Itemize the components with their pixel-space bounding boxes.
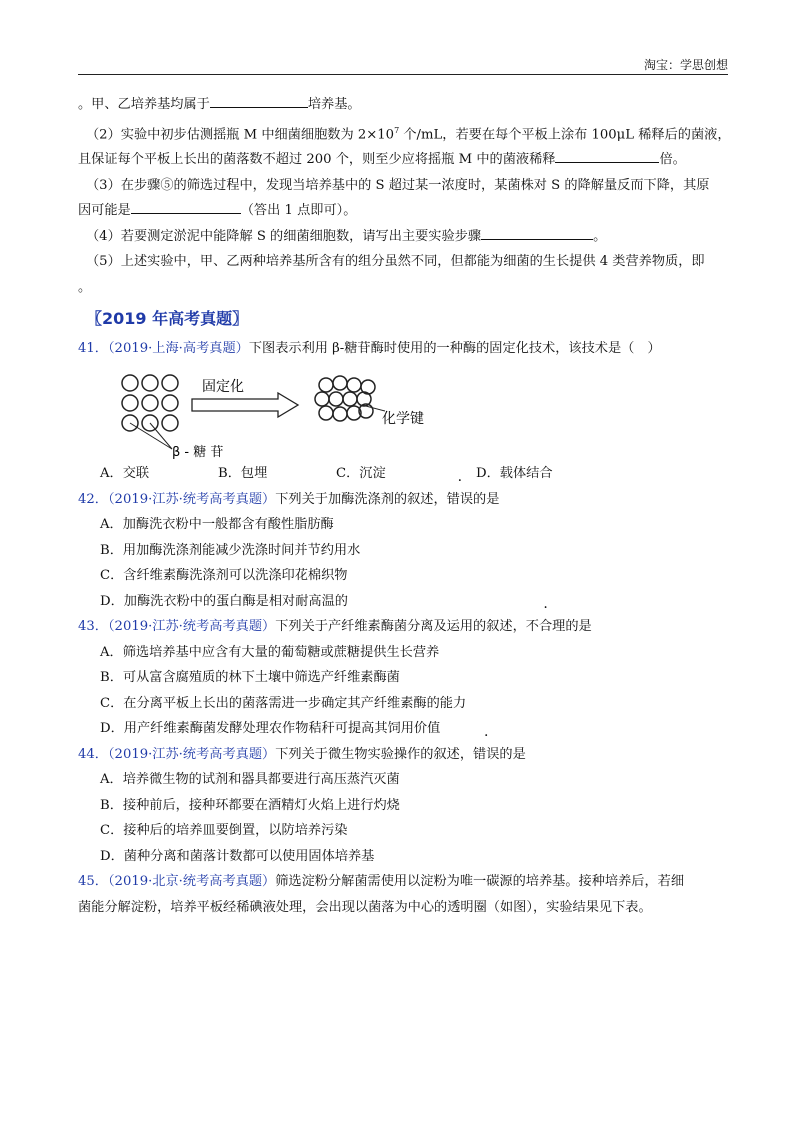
option-c[interactable]: C．接种后的培养皿要倒置，以防培养污染 — [100, 823, 348, 839]
header-text: 淘宝：学思创想 — [643, 58, 728, 72]
emphasis-text: 错误 — [473, 746, 500, 762]
question-number: 44． — [78, 746, 108, 762]
text-line: 因可能是 （答出 1 点即可）。 — [78, 198, 728, 224]
option-d[interactable]: D．载体结合 — [476, 466, 553, 482]
question-source: （2019·江苏·统考高考真题） — [107, 619, 276, 635]
immobilization-diagram — [100, 361, 430, 461]
option-b[interactable]: B．接种前后，接种环都要在酒精灯火焰上进行灼烧 — [100, 797, 400, 813]
question-number: 41． — [78, 340, 108, 356]
text-line: 。 — [78, 279, 92, 295]
text-line: （5）上述实验中，甲、乙两种培养基所含有的组分虽然不同，但都能为细菌的生长提供 4 类营养物质，即 — [86, 254, 705, 270]
option-d[interactable]: D．用产纤维素酶菌发酵处理农作物秸秆可提高其饲用价值 — [100, 721, 441, 737]
immobilized-enzyme-cluster — [315, 376, 375, 421]
answer-blank[interactable] — [555, 148, 659, 163]
text-line: 。甲、乙培养基均属于 培养基。 — [78, 92, 728, 118]
text-line: （4）若要测定淤泥中能降解 S 的细菌细胞数，请写出主要实验步骤 。 — [78, 224, 728, 250]
question-41-stem: 41．（2019·上海·高考真题）下图表示利用 β-糖苷酶时使用的一种酶的固定化技术，该技术是（ ） — [78, 340, 661, 356]
option-a[interactable]: A．筛选培养基中应含有大量的葡萄糖或蔗糖提供生长营养 — [100, 644, 440, 660]
page-header — [78, 56, 728, 75]
question-45-stem: 45．（2019·北京·统考高考真题）筛选淀粉分解菌需使用以淀粉为唯一碳源的培养基。接种培养后，若细 — [78, 874, 685, 890]
text-line: （3）在步骤⑤的筛选过程中，发现当培养基中的 S 超过某一浓度时，某菌株对 S 的降解量反而下降，其原 — [86, 177, 710, 193]
chemical-bond-label: 化学键 — [382, 411, 424, 428]
section-heading: 〖2019 年高考真题〗 — [86, 309, 249, 329]
question-source: （2019·江苏·统考高考真题） — [107, 491, 276, 507]
question-number: 45． — [78, 874, 108, 890]
question-44-stem: 44．（2019·江苏·统考高考真题）下列关于微生物实验操作的叙述，错误的是 — [78, 742, 728, 768]
question-41-options — [78, 461, 728, 487]
free-enzyme-circles — [122, 375, 178, 431]
answer-blank[interactable] — [131, 199, 241, 214]
text-line: （2）实验中初步估测摇瓶 M 中细菌细胞数为 $2\times 10^7$ 个/mL，若要在每个平板上涂布 100μL 稀释后的菌液， — [86, 125, 731, 142]
beta-glucosidase-label: β - 糖 苷 — [172, 445, 224, 461]
option-c[interactable]: C．在分离平板上长出的菌落需进一步确定其产纤维素酶的能力 — [100, 695, 467, 711]
question-source: （2019·北京·统考高考真题） — [107, 874, 276, 890]
text-line: 且保证每个平板上长出的菌落数不超过 200 个，则至少应将摇瓶 M 中的菌液稀释 倍。 — [78, 147, 728, 173]
answer-blank[interactable] — [210, 93, 308, 108]
question-number: 43． — [78, 619, 108, 635]
question-source: （2019·上海·高考真题） — [107, 340, 249, 356]
document-body — [78, 92, 731, 920]
question-number: 42． — [78, 491, 108, 507]
option-c[interactable]: C．含纤维素酶洗涤剂可以洗涤印花棉织物 — [100, 568, 348, 584]
option-c[interactable]: C．沉淀 — [336, 466, 386, 482]
option-a[interactable]: A．交联 — [100, 466, 150, 482]
answer-blank[interactable] — [481, 225, 593, 240]
question-43-stem: 43．（2019·江苏·统考高考真题）下列关于产纤维素酶菌分离及运用的叙述，不合理的是 — [78, 614, 728, 640]
arrow-icon — [192, 393, 298, 417]
option-b[interactable]: B．用加酶洗涤剂能减少洗涤时间并节约用水 — [100, 542, 361, 558]
option-d[interactable]: D．加酶洗衣粉中的蛋白酶是相对耐高温的 — [100, 593, 348, 609]
question-42-stem: 42．（2019·江苏·统考高考真题）下列关于加酶洗涤剂的叙述，错误的是 — [78, 487, 728, 513]
option-b[interactable]: B．可从富含腐殖质的林下土壤中筛选产纤维素酶菌 — [100, 670, 400, 686]
option-a[interactable]: A．加酶洗衣粉中一般都含有酸性脂肪酶 — [100, 517, 334, 533]
question-45-stem-continued: 菌能分解淀粉，培养平板经稀碘液处理，会出现以菌落为中心的透明圈（如图），实验结果见下表。 — [78, 899, 652, 915]
option-a[interactable]: A．培养微生物的试剂和器具都要进行高压蒸汽灭菌 — [100, 772, 400, 788]
option-b[interactable]: B．包埋 — [218, 466, 268, 482]
option-d[interactable]: D．菌种分离和菌落计数都可以使用固体培养基 — [100, 848, 375, 864]
immobilization-figure — [100, 361, 728, 461]
question-source: （2019·江苏·统考高考真题） — [107, 746, 276, 762]
emphasis-text: 不合理 — [525, 619, 566, 635]
emphasis-text: 错误 — [446, 491, 474, 507]
arrow-label: 固定化 — [202, 379, 244, 396]
